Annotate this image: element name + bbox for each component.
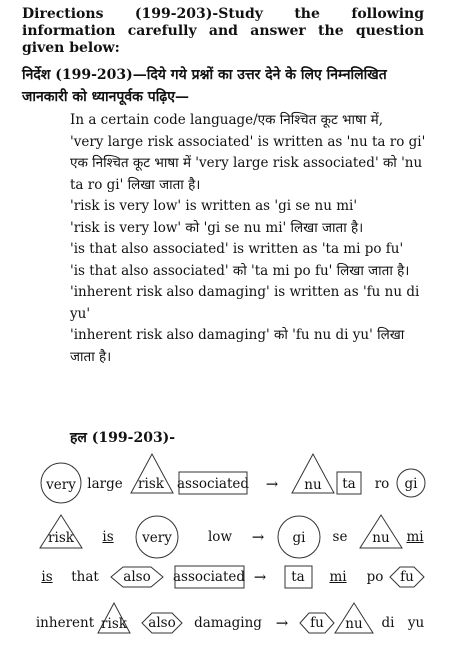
word-that: that	[71, 569, 99, 585]
arrow-icon: →	[275, 614, 289, 632]
word-also: also	[148, 615, 176, 631]
heading-hindi: निर्देश (199-203)—दिये गये प्रश्नों का उत्तर देने के लिए निम्नलिखित जानकारी को ध्यानपूर्वक पढ़िए—	[22, 67, 387, 105]
body-line-4: 'risk is very low' is written as 'gi se nu mi'	[70, 198, 358, 214]
solution-title: हल (199-203)-	[70, 430, 176, 446]
code-se: se	[332, 529, 348, 545]
arrow-icon: →	[253, 568, 267, 586]
word-associated: associated	[176, 476, 250, 492]
heading-english: Directions (199-203)-Study the following information carefully and answer the question given below:	[22, 6, 424, 56]
body-line-7: 'is that also associated' को 'ta mi po fu' लिखा जाता है।	[70, 262, 410, 279]
word-large: large	[87, 476, 123, 492]
word-is: is	[41, 569, 53, 585]
code-mi: mi	[329, 569, 347, 585]
arrow-icon: →	[251, 528, 265, 546]
word-very: very	[46, 477, 76, 493]
body-line-8: 'inherent risk also damaging' is written as 'fu nu di yu'	[70, 284, 420, 322]
code-ro: ro	[374, 476, 390, 492]
code-nu: nu	[304, 477, 322, 493]
word-associated: associated	[172, 569, 246, 585]
word-risk: risk	[48, 530, 74, 546]
body-line-6: 'is that also associated' is written as 'ta mi po fu'	[70, 241, 404, 257]
code-ta: ta	[342, 476, 356, 492]
code-mi: mi	[406, 529, 424, 545]
body-line-5: 'risk is very low' को 'gi se nu mi' लिखा जाता है।	[70, 219, 364, 236]
code-nu: nu	[372, 530, 390, 546]
body-line-9: 'inherent risk also damaging' को 'fu nu di yu' लिखा जाता है।	[70, 327, 405, 365]
word-very: very	[142, 530, 172, 546]
arrow-icon: →	[265, 475, 279, 493]
code-nu: nu	[345, 616, 363, 632]
code-di: di	[381, 615, 395, 631]
body-line-2: 'very large risk associated' is written as 'nu ta ro gi'	[70, 133, 426, 150]
code-gi: gi	[404, 476, 418, 492]
code-gi: gi	[292, 530, 306, 546]
word-also: also	[123, 569, 151, 585]
word-low: low	[207, 529, 233, 545]
code-ta: ta	[291, 569, 305, 585]
word-damaging: damaging	[194, 615, 262, 631]
word-is: is	[102, 529, 114, 545]
code-fu: fu	[400, 569, 414, 585]
word-risk: risk	[138, 476, 164, 492]
body-line-1: In a certain code language/एक निश्चित कूट भाषा में,	[70, 112, 383, 128]
code-fu: fu	[310, 615, 324, 631]
code-yu: yu	[407, 615, 425, 631]
word-inherent: inherent	[35, 615, 95, 631]
word-risk: risk	[101, 616, 127, 632]
code-po: po	[366, 569, 384, 585]
body-line-3: एक निश्चित कूट भाषा में 'very large risk associated' को 'nu ta ro gi' लिखा जाता है।	[70, 155, 423, 193]
